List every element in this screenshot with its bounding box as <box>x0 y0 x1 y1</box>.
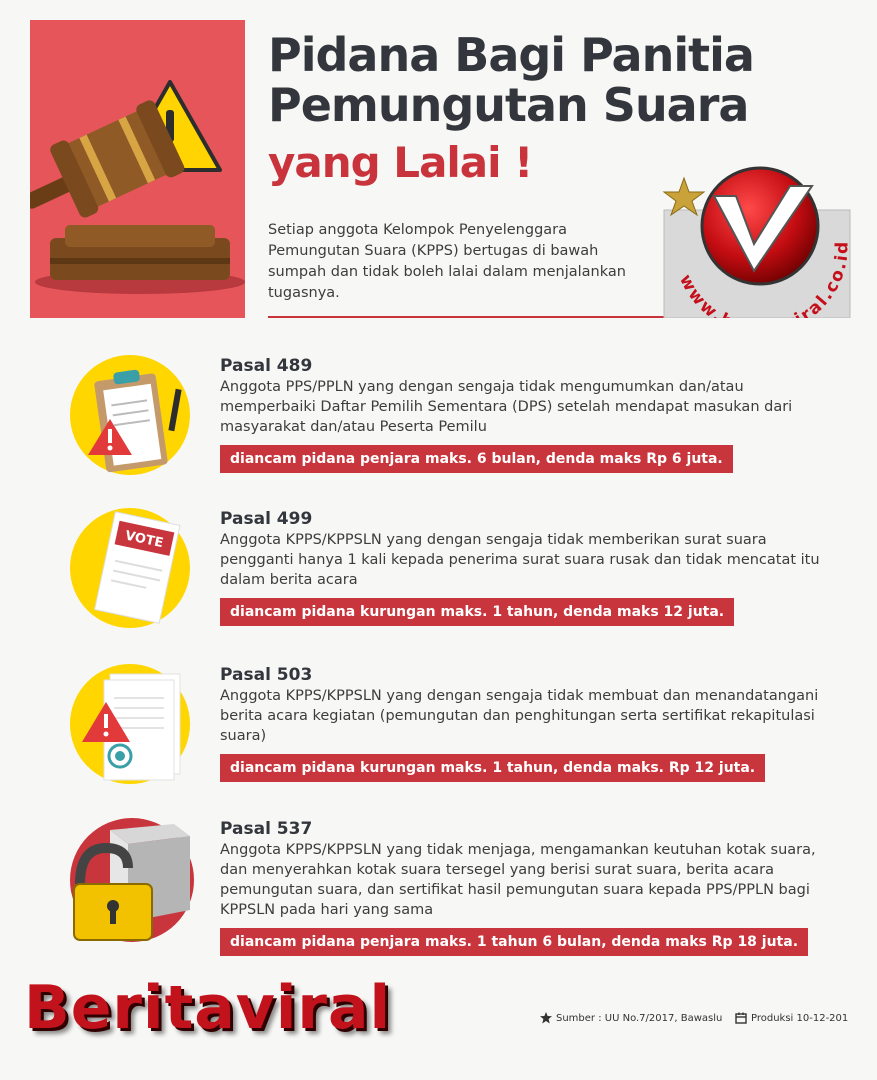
production-text: Produksi 10-12-201 <box>751 1012 849 1024</box>
intro-text: Setiap anggota Kelompok Penyelenggara Pemungutan Suara (KPPS) bertugas di bawah sumpah dan tidak boleh lalai dalam menjalankan tugasnya. <box>268 222 626 301</box>
gavel-warning-icon <box>30 20 245 318</box>
beritaviral-logo <box>662 166 852 318</box>
source-text: Sumber : UU No.7/2017, Bawaslu <box>556 1012 723 1024</box>
article-content <box>220 508 840 626</box>
hero-illustration <box>30 20 245 318</box>
vote-ballot-icon <box>70 508 190 628</box>
penalty-badge: diancam pidana kurungan maks. 1 tahun, denda maks 12 juta. <box>220 598 734 626</box>
source-note <box>540 1012 722 1024</box>
article-content <box>220 664 840 782</box>
penalty-badge: diancam pidana penjara maks. 1 tahun 6 bulan, denda maks Rp 18 juta. <box>220 928 808 956</box>
article-title: Pasal 489 <box>220 356 313 376</box>
star-icon <box>540 1012 552 1024</box>
page-title <box>268 30 828 130</box>
article-title: Pasal 537 <box>220 819 313 839</box>
article-title: Pasal 499 <box>220 509 313 529</box>
logo-text: www. ral.co.id <box>675 239 852 318</box>
title-line-1: Pidana Bagi Panitia <box>268 28 754 82</box>
article-content <box>220 818 840 956</box>
article-title: Pasal 503 <box>220 665 313 685</box>
article-description: Anggota PPS/PPLN yang dengan sengaja tidak mengumumkan dan/atau memperbaiki Daftar Pemilih Sementara (DPS) setelah mendapat masukan dari masyarakat dan/atau Peserta Pemilu <box>220 379 793 435</box>
document-warning-icon <box>70 664 190 784</box>
calendar-icon <box>735 1012 747 1024</box>
penalty-badge: diancam pidana kurungan maks. 1 tahun, denda maks. Rp 12 juta. <box>220 754 765 782</box>
title-accent: yang Lalai ! <box>268 138 533 187</box>
article-description: Anggota KPPS/KPPSLN yang dengan sengaja tidak memberikan surat suara pengganti hanya 1 kali kepada penerima surat suara rusak dan tidak mencatat itu dalam berita acara <box>220 532 820 588</box>
ballot-box-lock-icon <box>70 818 194 942</box>
clipboard-warning-icon <box>70 355 190 475</box>
vote-label: VOTE <box>123 528 165 552</box>
logo-emblem-icon <box>662 166 852 318</box>
title-line-2: Pemungutan Suara <box>268 78 749 132</box>
production-note <box>735 1012 848 1024</box>
penalty-badge: diancam pidana penjara maks. 6 bulan, denda maks Rp 6 juta. <box>220 445 733 473</box>
article-description: Anggota KPPS/KPPSLN yang tidak menjaga, mengamankan keutuhan kotak suara, dan menyerahkan kotak suara tersegel yang berisi surat suara, berita acara pemungutan suara, dan sertifikat hasil pemungutan suara kepada PPS/PPLN bagi KPPSLN pada hari yang sama <box>220 842 816 918</box>
article-description: Anggota KPPS/KPPSLN yang dengan sengaja tidak membuat dan menandatangani berita acara kegiatan (pemungutan dan penghitungan serta sertifikat rekapitulasi suara) <box>220 688 819 744</box>
brand-watermark: Beritaviral <box>24 973 392 1043</box>
article-content <box>220 355 840 473</box>
